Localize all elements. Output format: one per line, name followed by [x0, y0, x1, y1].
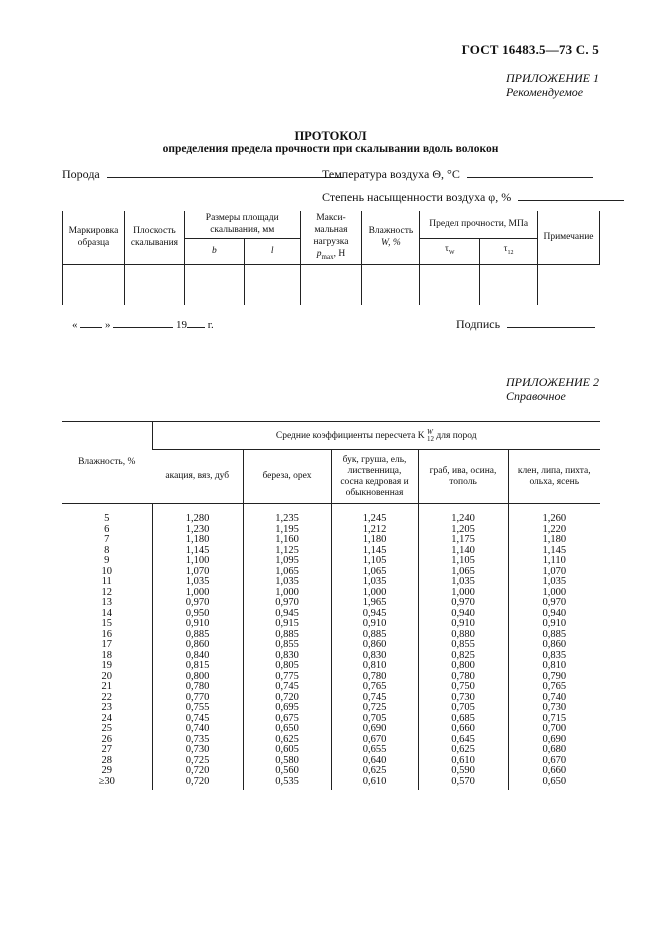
moisture-cell: 14: [101, 607, 112, 619]
coefficient-cell: 0,745: [152, 714, 243, 725]
protocol-subtitle: определения предела прочности при скалывании вдоль волокон: [162, 143, 499, 155]
coefficient-cell: 1,095: [243, 556, 331, 567]
coefficient-cell: 1,280: [152, 504, 243, 525]
table-row: [62, 756, 600, 767]
moisture-cell: 15: [101, 618, 112, 629]
coefficient-cell: 0,810: [331, 661, 418, 672]
air-humidity-line: [322, 189, 624, 205]
coefficient-cell: 0,625: [243, 735, 331, 746]
moisture-cell: 25: [101, 723, 112, 734]
moisture-cell: 19: [101, 660, 112, 671]
moisture-cell: 27: [101, 744, 112, 755]
coefficient-cell: 1,220: [508, 525, 600, 536]
table-row: [62, 630, 600, 641]
group-header-sup: W: [427, 427, 433, 436]
col-tau-w-symbol: τ: [445, 244, 449, 255]
coefficient-cell: 0,765: [508, 682, 600, 693]
coefficient-cell: 1,065: [331, 567, 418, 578]
appendix2-status: Справочное: [506, 389, 566, 403]
coefficient-cell: 1,035: [418, 577, 508, 588]
moisture-cell: 16: [101, 628, 112, 640]
coefficient-cell: 0,705: [331, 714, 418, 725]
moisture-cell: ≥30: [98, 775, 115, 787]
coefficient-cell: 0,950: [152, 609, 243, 620]
date-open-quote: «: [72, 319, 78, 331]
coefficient-cell: 0,810: [508, 661, 600, 672]
moisture-cell: 23: [101, 702, 112, 713]
coefficient-cell: 1,212: [331, 525, 418, 536]
coefficient-cell: 0,885: [243, 630, 331, 641]
col-moisture-percent: Влажность, %: [62, 422, 152, 504]
moisture-cell: 12: [101, 586, 112, 598]
table-row: [62, 577, 600, 588]
coefficient-cell: 0,750: [418, 682, 508, 693]
group-header-tail: для пород: [434, 430, 477, 441]
coefficient-cell: 0,880: [418, 630, 508, 641]
table-row: [62, 546, 600, 557]
table-row: [62, 525, 600, 536]
table-row: [62, 714, 600, 725]
col-note: Примечание: [537, 211, 599, 264]
coefficient-cell: 0,655: [331, 745, 418, 756]
coefficient-cell: 0,780: [418, 672, 508, 683]
coefficient-cell: 0,625: [331, 766, 418, 777]
species-header: клен, липа, пихта, ольха, ясень: [508, 450, 600, 504]
col-moisture-label: Влажность: [368, 226, 414, 237]
protocol-table: [62, 211, 600, 305]
table-row: [62, 777, 600, 791]
coefficient-cell: 1,180: [331, 535, 418, 546]
coefficient-cell: 1,035: [243, 577, 331, 588]
coefficient-cell: 0,780: [152, 682, 243, 693]
moisture-cell: 17: [101, 639, 112, 650]
moisture-cell: 29: [101, 765, 112, 776]
cell-note[interactable]: [537, 264, 599, 305]
date-year-blank[interactable]: [187, 316, 205, 328]
coefficient-cell: 0,970: [152, 598, 243, 609]
coefficient-cell: 0,720: [243, 693, 331, 704]
table-row: [62, 619, 600, 630]
coefficient-cell: 1,000: [152, 588, 243, 599]
col-max-load-sub: max: [321, 252, 334, 261]
coefficient-cell: 0,840: [152, 651, 243, 662]
table-row: [62, 745, 600, 756]
col-dimensions: Размеры площади скалывания, мм: [184, 211, 300, 238]
coefficient-cell: 0,700: [508, 724, 600, 735]
col-l: [244, 238, 300, 264]
coefficient-cell: 0,570: [418, 777, 508, 791]
group-header-indices: [427, 429, 434, 443]
coefficient-cell: 0,910: [152, 619, 243, 630]
group-header-text: Средние коэффициенты пересчета K: [275, 430, 425, 441]
coefficient-cell: 0,730: [508, 703, 600, 714]
coefficient-cell: 1,000: [331, 588, 418, 599]
coefficient-cell: 1,180: [152, 535, 243, 546]
cell-marking[interactable]: [63, 264, 125, 305]
coefficient-cell: 1,145: [152, 546, 243, 557]
coefficient-cell: 0,605: [243, 745, 331, 756]
coefficient-cell: 0,800: [418, 661, 508, 672]
coefficient-cell: 0,675: [243, 714, 331, 725]
coefficient-cell: 0,825: [418, 651, 508, 662]
coefficient-cell: 0,640: [331, 756, 418, 767]
table-row: [62, 682, 600, 693]
coefficient-cell: 0,770: [152, 693, 243, 704]
coefficient-cell: 1,110: [508, 556, 600, 567]
coefficient-cell: 0,645: [418, 735, 508, 746]
page-header: ГОСТ 16483.5—73 С. 5: [461, 42, 599, 57]
coefficient-cell: 1,065: [418, 567, 508, 578]
coefficient-cell: 0,780: [331, 672, 418, 683]
table-row: [62, 661, 600, 672]
coefficient-cell: 1,205: [418, 525, 508, 536]
moisture-cell: 28: [101, 754, 112, 766]
table-row: [62, 588, 600, 599]
moisture-cell: 6: [104, 523, 110, 535]
species-header: граб, ива, осина, тополь: [418, 450, 508, 504]
coefficient-cell: 0,855: [243, 640, 331, 651]
cell-tau-12[interactable]: [480, 264, 538, 305]
coefficient-cell: 1,240: [418, 504, 508, 525]
signature-label: Подпись: [456, 317, 501, 331]
col-tau-w-sub: W: [448, 250, 455, 257]
coefficient-cell: 0,970: [508, 598, 600, 609]
coefficient-table: [62, 421, 600, 790]
coefficient-cell: 0,815: [152, 661, 243, 672]
coefficient-cell: 1,160: [243, 535, 331, 546]
coefficient-cell: 1,145: [331, 546, 418, 557]
coefficient-cell: 0,535: [243, 777, 331, 791]
coefficient-cell: 0,790: [508, 672, 600, 683]
appendix1-label: ПРИЛОЖЕНИЕ 1: [506, 71, 599, 85]
protocol-title: ПРОТОКОЛ: [294, 129, 367, 143]
coefficient-cell: 0,970: [243, 598, 331, 609]
table-row: [62, 651, 600, 662]
col-max-load-symbol: p: [316, 249, 322, 259]
coefficient-cell: 0,860: [508, 640, 600, 651]
appendix1-block: [506, 71, 599, 99]
coefficient-cell: 0,775: [243, 672, 331, 683]
temperature-line: [322, 166, 593, 182]
coefficient-cell: 0,855: [418, 640, 508, 651]
col-plane: Плоскость скалывания: [124, 211, 184, 264]
table-row: [62, 535, 600, 546]
coefficient-cell: 0,610: [331, 777, 418, 791]
coefficient-cell: 0,720: [152, 777, 243, 791]
coefficient-cell: 0,860: [152, 640, 243, 651]
protocol-title-block: [0, 130, 661, 156]
coefficient-cell: 0,715: [508, 714, 600, 725]
coefficient-cell: 0,740: [152, 724, 243, 735]
coefficient-cell: 0,590: [418, 766, 508, 777]
coefficient-cell: 0,915: [243, 619, 331, 630]
coefficient-cell: 0,650: [243, 724, 331, 735]
coefficient-cell: 1,000: [508, 588, 600, 599]
table-row: [62, 567, 600, 578]
temperature-blank[interactable]: [467, 166, 593, 178]
col-moisture-symbol: W, %: [381, 238, 401, 249]
coefficient-cell: 1,235: [243, 504, 331, 525]
group-header-sub: 12: [427, 434, 435, 443]
coefficient-cell: 1,035: [331, 577, 418, 588]
coefficient-cell: 0,690: [331, 724, 418, 735]
coefficient-cell: 1,125: [243, 546, 331, 557]
table-row: [62, 640, 600, 651]
coefficient-cell: 0,730: [418, 693, 508, 704]
coefficient-cell: 0,580: [243, 756, 331, 767]
moisture-cell: 11: [101, 576, 112, 587]
coefficient-cell: 0,610: [418, 756, 508, 767]
species-header: береза, орех: [243, 450, 331, 504]
coefficient-cell: 1,035: [152, 577, 243, 588]
table-row: [62, 504, 600, 525]
cell-max-load[interactable]: [300, 264, 362, 305]
protocol-body-row: [63, 264, 600, 305]
appendix2-label: ПРИЛОЖЕНИЕ 2: [506, 375, 599, 389]
coefficient-cell: 0,735: [152, 735, 243, 746]
table-row: [62, 766, 600, 777]
coefficient-cell: 0,745: [331, 693, 418, 704]
col-b-label: b: [211, 246, 217, 257]
coefficient-cell: 0,725: [331, 703, 418, 714]
table-row: [62, 672, 600, 683]
table-row: [62, 598, 600, 609]
moisture-cell: 5: [104, 513, 110, 524]
species-blank[interactable]: [107, 166, 343, 178]
coefficient-cell: 0,830: [243, 651, 331, 662]
species-line: [62, 166, 343, 182]
moisture-cell: 10: [101, 565, 112, 577]
coefficient-cell: 0,945: [331, 609, 418, 620]
air-humidity-label: Степень насыщенности воздуха φ, %: [322, 190, 512, 204]
coefficient-cell: 0,670: [331, 735, 418, 746]
moisture-cell: 13: [101, 597, 112, 608]
coefficient-cell: 0,910: [508, 619, 600, 630]
coefficient-cell: 1,145: [508, 546, 600, 557]
coefficient-cell: 0,650: [508, 777, 600, 791]
species-header: акация, вяз, дуб: [152, 450, 243, 504]
coefficient-cell: 0,725: [152, 756, 243, 767]
coefficient-cell: 0,755: [152, 703, 243, 714]
coefficient-cell: 1,180: [508, 535, 600, 546]
coefficient-cell: 1,070: [152, 567, 243, 578]
coefficient-cell: 1,070: [508, 567, 600, 578]
col-tau-12: [480, 238, 538, 264]
coefficient-cell: 1,035: [508, 577, 600, 588]
coefficient-cell: 0,730: [152, 745, 243, 756]
species-label: Порода: [62, 167, 100, 181]
col-b: [184, 238, 244, 264]
coefficient-cell: 0,945: [243, 609, 331, 620]
col-strength: Предел прочности, МПа: [420, 211, 538, 238]
coefficient-cell: 1,100: [152, 556, 243, 567]
coefficient-cell: 0,705: [418, 703, 508, 714]
table-row: [62, 703, 600, 714]
moisture-cell: 21: [101, 681, 112, 692]
coefficient-cell: 0,910: [418, 619, 508, 630]
coefficient-cell: 0,970: [418, 598, 508, 609]
coefficient-cell: 0,740: [508, 693, 600, 704]
cell-tau-w[interactable]: [420, 264, 480, 305]
coefficient-cell: 0,885: [331, 630, 418, 641]
coefficient-cell: 0,695: [243, 703, 331, 714]
coefficient-cell: 1,140: [418, 546, 508, 557]
coefficient-cell: 0,660: [418, 724, 508, 735]
col-max-load-unit: , Н: [333, 249, 346, 259]
coefficient-cell: 1,195: [243, 525, 331, 536]
coefficient-cell: 0,560: [243, 766, 331, 777]
table-row: [62, 556, 600, 567]
coefficient-cell: 0,835: [508, 651, 600, 662]
col-max-load-label: Макси-мальная нагрузка: [313, 213, 349, 247]
col-tau-w: [420, 238, 480, 264]
coefficient-cell: 0,885: [508, 630, 600, 641]
coefficient-cell: 0,670: [508, 756, 600, 767]
date-close-quote: »: [105, 319, 111, 331]
coefficient-cell: 1,000: [243, 588, 331, 599]
moisture-cell: 24: [101, 712, 112, 724]
coefficient-cell: 0,765: [331, 682, 418, 693]
coefficient-cell: 0,940: [508, 609, 600, 620]
moisture-cell: 20: [101, 670, 112, 682]
col-tau-12-sub: 12: [507, 250, 514, 257]
coefficient-cell: 0,885: [152, 630, 243, 641]
cell-l[interactable]: [244, 264, 300, 305]
coefficient-cell: 1,065: [243, 567, 331, 578]
date-month-blank[interactable]: [113, 316, 173, 328]
coefficient-cell: 1,105: [418, 556, 508, 567]
coefficient-cell: 1,230: [152, 525, 243, 536]
moisture-cell: 7: [104, 534, 110, 545]
moisture-cell: 8: [104, 544, 110, 556]
moisture-cell: 9: [104, 555, 110, 566]
col-marking: Маркировка образца: [63, 211, 125, 264]
coefficient-cell: 0,680: [508, 745, 600, 756]
appendix2-block: [506, 375, 599, 403]
signature-line: [456, 316, 595, 332]
table-row: [62, 735, 600, 746]
cell-plane[interactable]: [124, 264, 184, 305]
table-row: [62, 724, 600, 735]
date-day-blank[interactable]: [80, 316, 102, 328]
coefficient-cell: 0,830: [331, 651, 418, 662]
date-year-prefix: 19: [176, 319, 187, 331]
col-l-label: l: [270, 246, 274, 257]
date-line: [72, 316, 214, 331]
table-row: [62, 609, 600, 620]
coefficient-cell: 0,625: [418, 745, 508, 756]
coefficient-cell: 1,260: [508, 504, 600, 525]
cell-moisture[interactable]: [362, 264, 420, 305]
coefficient-cell: 1,105: [331, 556, 418, 567]
moisture-cell: 26: [101, 733, 112, 745]
col-moisture: [362, 211, 420, 264]
coefficient-cell: 1,175: [418, 535, 508, 546]
moisture-cell: 22: [101, 691, 112, 703]
temperature-label: Температура воздуха Θ, °С: [322, 167, 460, 181]
coefficient-cell: 0,745: [243, 682, 331, 693]
coefficient-cell: 1,965: [331, 598, 418, 609]
signature-blank[interactable]: [507, 316, 595, 328]
air-humidity-blank[interactable]: [518, 189, 624, 201]
moisture-cell: 18: [101, 649, 112, 661]
coefficient-cell: 0,685: [418, 714, 508, 725]
coefficient-cell: 0,940: [418, 609, 508, 620]
appendix1-status: Рекомендуемое: [506, 85, 584, 99]
coefficient-cell: 0,910: [331, 619, 418, 630]
coefficient-cell: 1,000: [418, 588, 508, 599]
coefficient-cell: 0,660: [508, 766, 600, 777]
coefficient-cell: 0,860: [331, 640, 418, 651]
coefficient-cell: 0,720: [152, 766, 243, 777]
col-max-load: [300, 211, 362, 264]
coefficient-cell: 0,690: [508, 735, 600, 746]
coefficient-cell: 1,245: [331, 504, 418, 525]
coefficient-cell: 0,800: [152, 672, 243, 683]
coefficient-cell: 0,805: [243, 661, 331, 672]
species-header: бук, груша, ель, лиственница, сосна кедровая и обыкновенная: [331, 450, 418, 504]
col-tau-12-symbol: τ: [503, 244, 508, 255]
coefficient-rows: [62, 504, 600, 791]
date-suffix: г.: [207, 319, 214, 331]
cell-b[interactable]: [184, 264, 244, 305]
table-row: [62, 693, 600, 704]
col-group-header: [152, 422, 600, 450]
